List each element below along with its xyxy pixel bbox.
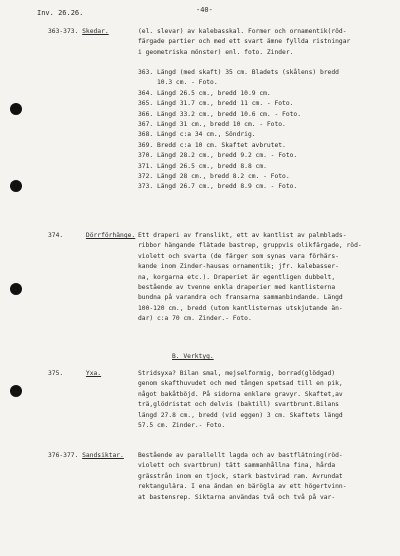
entry-heading	[48, 232, 135, 239]
list-item: 372. Längd 28 cm., bredd 8.2 cm. - Foto.	[138, 173, 290, 181]
list-item: 365. Längd 31.7 cm., bredd 11 cm. - Foto.	[138, 100, 294, 108]
entry-text: Ett draperi av franslikt, ett av kantlist av palmblads- ribbor hängande flätade bastrep, gruppvis olikfärgade, röd- violett och svarta (de färger som synas vara förhärs- kande inom Zinder-hausas ornamentik; jfr. kalebasser- na, korgarna etc.). Draperiet är egentligen dubbelt, bestående av tvenne enkla draperier med kantlisterna bundna på varandra och fransarna sammanbindande. Längd 100-120 cm., bredd (utom kantlisternas utskjutande än- dar) c:a 70 cm. Zinder.- Foto.	[138, 232, 362, 323]
list-item: 364. Längd 26.5 cm., bredd 10.9 cm.	[138, 89, 271, 97]
list-item: 370. Längd 28.2 cm., bredd 9.2 cm. - Foto.	[138, 152, 298, 160]
entry-text: Stridsyxa? Bilan smal, mejselformig, borrad(glödgad) genom skafthuvudet och med tången spetsad till en pik, något bakåtböjd. På sidorna enklare gravyr. Skaftet,av trä,glödristat och delvis (baktill) svartbrunt.Bilans längd 27.8 cm., bredd (vid eggen) 3 cm. Skaftets längd 57.5 cm. Zinder.- Foto.	[138, 370, 343, 430]
list-item: 373. Längd 26.7 cm., bredd 8.9 cm. - Foto.	[138, 183, 298, 191]
entry-heading	[48, 452, 124, 459]
list-item: 367. Längd 31 cm., bredd 10 cm. - Foto.	[138, 121, 286, 129]
entry-heading	[48, 28, 109, 35]
entry-text: Bestående av parallellt lagda och av bastflätning(röd- violett och svartbrun) tätt sammanhållna fina, hårda grässtrån inom en tjock, stark bastvirad ram. Avrundat rektangulära. I ena ändan en bärögla av ett högertvinn- at bastensrep. Siktarna användas två och två på var-	[138, 452, 347, 501]
punch-hole-3	[10, 283, 22, 295]
punch-hole-2	[10, 180, 22, 192]
list-item: 368. Längd c:a 34 cm., Söndrig.	[138, 131, 256, 139]
list-item: 369. Bredd c:a 10 cm. Skaftet avbrutet.	[138, 141, 286, 149]
entry-number: 363-373.	[48, 28, 79, 35]
entry-heading	[48, 370, 101, 377]
list-item: 371. Längd 26.5 cm., bredd 8.8 cm.	[138, 162, 267, 170]
list-item: 366. Längd 33.2 cm., bredd 10.6 cm. - Foto.	[138, 110, 302, 118]
entry-title: Sandsiktar.	[82, 452, 124, 459]
entry-number: 376-377.	[48, 452, 79, 459]
list-item: 363. Längd (med skaft) 35 cm. Bladets (skålens) bredd	[138, 69, 339, 76]
inventory-number: Inv. 26.26.	[37, 9, 84, 17]
entry-text: (el. slevar) av kalebasskal. Former och ornamentik(röd- färgade partier och med ett svart ämne fyllda ristningar i geometriska mönster) enl. foto. Zinder.	[138, 28, 351, 56]
section-heading: B. Verktyg.	[172, 353, 214, 360]
entry-number: 375.	[48, 370, 64, 377]
entry-title: Yxa.	[85, 370, 102, 377]
punch-hole-4	[10, 385, 22, 397]
entry-title: Skedar.	[82, 28, 109, 35]
punch-hole-1	[10, 103, 22, 115]
measurement-list	[138, 68, 339, 193]
entry-number: 374.	[48, 232, 64, 239]
entry-title: Dörrförhänge.	[85, 232, 136, 239]
list-item: 10.3 cm. - Foto.	[138, 79, 218, 87]
page-number: -40-	[196, 6, 213, 14]
